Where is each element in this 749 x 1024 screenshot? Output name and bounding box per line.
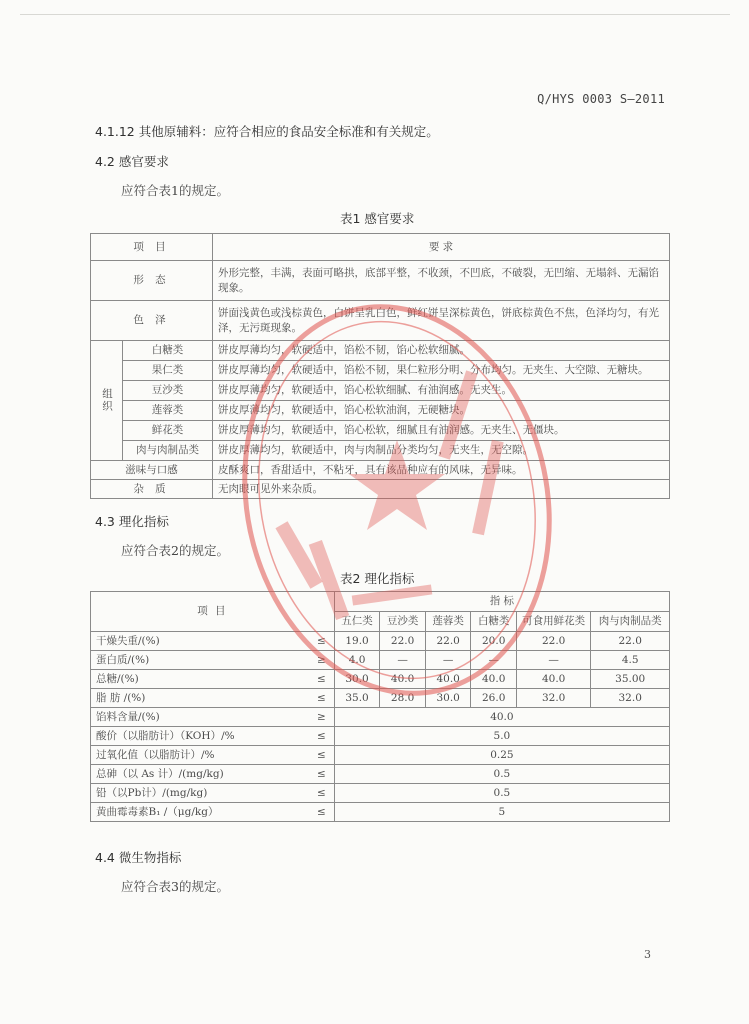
heading-4-4: 4.4 微生物指标	[95, 850, 182, 865]
t2-cell: 5.0	[334, 727, 669, 746]
t1-tissue-type: 莲蓉类	[123, 401, 213, 421]
t1-color-label: 色 泽	[91, 301, 213, 341]
heading-4-3: 4.3 理化指标	[95, 514, 169, 529]
t2-cell: 40.0	[334, 708, 669, 727]
t2-row-sym: ≥	[305, 651, 334, 670]
t2-cell: 28.0	[380, 689, 426, 708]
t2-cell: 22.0	[425, 632, 471, 651]
t1-tissue-type: 豆沙类	[123, 381, 213, 401]
t1-impurity-label: 杂 质	[91, 480, 213, 499]
t2-cell: 22.0	[591, 632, 670, 651]
t2-cell: 30.0	[334, 670, 380, 689]
t2-row-sym: ≤	[305, 765, 334, 784]
physicochemical-table	[90, 591, 670, 822]
t2-cell: 0.25	[334, 746, 669, 765]
t2-cell: 0.5	[334, 765, 669, 784]
heading-4-2: 4.2 感官要求	[95, 154, 169, 169]
t1-tissue-req: 饼皮厚薄均匀，软硬适中，肉与肉制品分类均匀，无夹生，无空隙。	[213, 441, 670, 461]
t2-cell: 26.0	[471, 689, 517, 708]
t2-cell: 22.0	[380, 632, 426, 651]
para-4-2: 应符合表1的规定。	[121, 183, 229, 198]
t2-col-header: 肉与肉制品类	[591, 612, 670, 632]
t2-row-sym: ≤	[305, 689, 334, 708]
table1-caption: 表1 感官要求	[340, 211, 415, 226]
t2-row-name: 脂 肪 /(%)	[91, 689, 306, 708]
t2-row-sym: ≤	[305, 727, 334, 746]
t1-header-req: 要 求	[213, 234, 670, 261]
t2-col-header: 五仁类	[334, 612, 380, 632]
t2-cell: 5	[334, 803, 669, 822]
t2-cell: 30.0	[425, 689, 471, 708]
t2-row-sym: ≤	[305, 670, 334, 689]
t1-color-req: 饼面浅黄色或浅棕黄色，白饼呈乳白色，鲜红饼呈深棕黄色，饼底棕黄色不焦，色泽均匀，有光泽，无污斑现象。	[213, 301, 670, 341]
t2-cell: 19.0	[334, 632, 380, 651]
t1-tissue-req: 饼皮厚薄均匀，软硬适中，馅心松软，细腻且有油润感。无夹生、无僵块。	[213, 421, 670, 441]
t2-cell: 4.5	[591, 651, 670, 670]
t1-taste-label: 滋味与口感	[91, 461, 213, 480]
t1-taste-req: 皮酥爽口，香甜适中，不粘牙，具有该品种应有的风味，无异味。	[213, 461, 670, 480]
t1-tissue-req: 饼皮厚薄均匀，软硬适中，馅心松软细腻、有油润感。无夹生。	[213, 381, 670, 401]
t2-cell: —	[425, 651, 471, 670]
t2-cell: 0.5	[334, 784, 669, 803]
t2-cell: 40.0	[516, 670, 590, 689]
t2-row-name: 过氧化值（以脂肪计）/%	[91, 746, 306, 765]
t1-form-req: 外形完整，丰满，表面可略拱，底部平整，不收颈，不凹底，不破裂，无凹缩、无塌斜、无漏馅现象。	[213, 261, 670, 301]
t1-header-item: 项 目	[91, 234, 213, 261]
standard-number: Q/HYS 0003 S—2011	[537, 92, 665, 106]
t2-cell: —	[471, 651, 517, 670]
t1-tissue-req: 饼皮厚薄均匀，软硬适中，馅松不韧，馅心松软细腻。	[213, 341, 670, 361]
t2-col-header: 白糖类	[471, 612, 517, 632]
t2-row-name: 干燥失重/(%)	[91, 632, 306, 651]
t2-header-index: 指 标	[334, 592, 669, 612]
t1-impurity-req: 无肉眼可见外来杂质。	[213, 480, 670, 499]
t2-cell: 22.0	[516, 632, 590, 651]
t2-row-name: 总砷（以 As 计）/(mg/kg)	[91, 765, 306, 784]
t2-cell: 35.00	[591, 670, 670, 689]
t1-tissue-type: 肉与肉制品类	[123, 441, 213, 461]
para-4-4: 应符合表3的规定。	[121, 879, 229, 894]
t1-tissue-type: 鲜花类	[123, 421, 213, 441]
page-number: 3	[644, 948, 651, 961]
t2-row-name: 铅（以Pb计）/(mg/kg)	[91, 784, 306, 803]
t2-col-header: 豆沙类	[380, 612, 426, 632]
t2-row-sym: ≤	[305, 784, 334, 803]
t2-cell: 40.0	[471, 670, 517, 689]
t2-cell: 40.0	[425, 670, 471, 689]
t2-row-name: 酸价（以脂肪计）（KOH）/%	[91, 727, 306, 746]
sensory-table	[90, 233, 670, 499]
t2-cell: 40.0	[380, 670, 426, 689]
t2-row-name: 馅料含量/(%)	[91, 708, 306, 727]
t1-tissue-req: 饼皮厚薄均匀，软硬适中，馅松不韧，果仁粒形分明、分布均匀。无夹生、大空隙、无糖块。	[213, 361, 670, 381]
t2-col-header: 可食用鲜花类	[516, 612, 590, 632]
t2-cell: —	[380, 651, 426, 670]
t1-tissue-type: 白糖类	[123, 341, 213, 361]
t2-cell: 35.0	[334, 689, 380, 708]
table2-caption: 表2 理化指标	[340, 571, 415, 586]
t2-cell: 32.0	[591, 689, 670, 708]
t2-cell: —	[516, 651, 590, 670]
t2-col-header: 莲蓉类	[425, 612, 471, 632]
t1-form-label: 形 态	[91, 261, 213, 301]
t2-cell: 20.0	[471, 632, 517, 651]
heading-4-1-12: 4.1.12 其他原辅料：应符合相应的食品安全标准和有关规定。	[95, 124, 439, 139]
para-4-3: 应符合表2的规定。	[121, 543, 229, 558]
t1-tissue-type: 果仁类	[123, 361, 213, 381]
t2-row-name: 总糖/(%)	[91, 670, 306, 689]
t2-row-sym: ≤	[305, 803, 334, 822]
t1-tissue-req: 饼皮厚薄均匀，软硬适中，馅心松软油润，无硬糖块。	[213, 401, 670, 421]
t2-row-name: 黄曲霉毒素B₁ /（μg/kg）	[91, 803, 306, 822]
t2-header-item: 项 目	[91, 592, 335, 632]
t2-row-sym: ≤	[305, 632, 334, 651]
t2-row-sym: ≥	[305, 708, 334, 727]
t2-row-sym: ≤	[305, 746, 334, 765]
header-rule	[20, 14, 730, 15]
t2-cell: 32.0	[516, 689, 590, 708]
t2-row-name: 蛋白质/(%)	[91, 651, 306, 670]
t2-cell: 4.0	[334, 651, 380, 670]
t1-tissue-label: 组织	[91, 341, 123, 461]
